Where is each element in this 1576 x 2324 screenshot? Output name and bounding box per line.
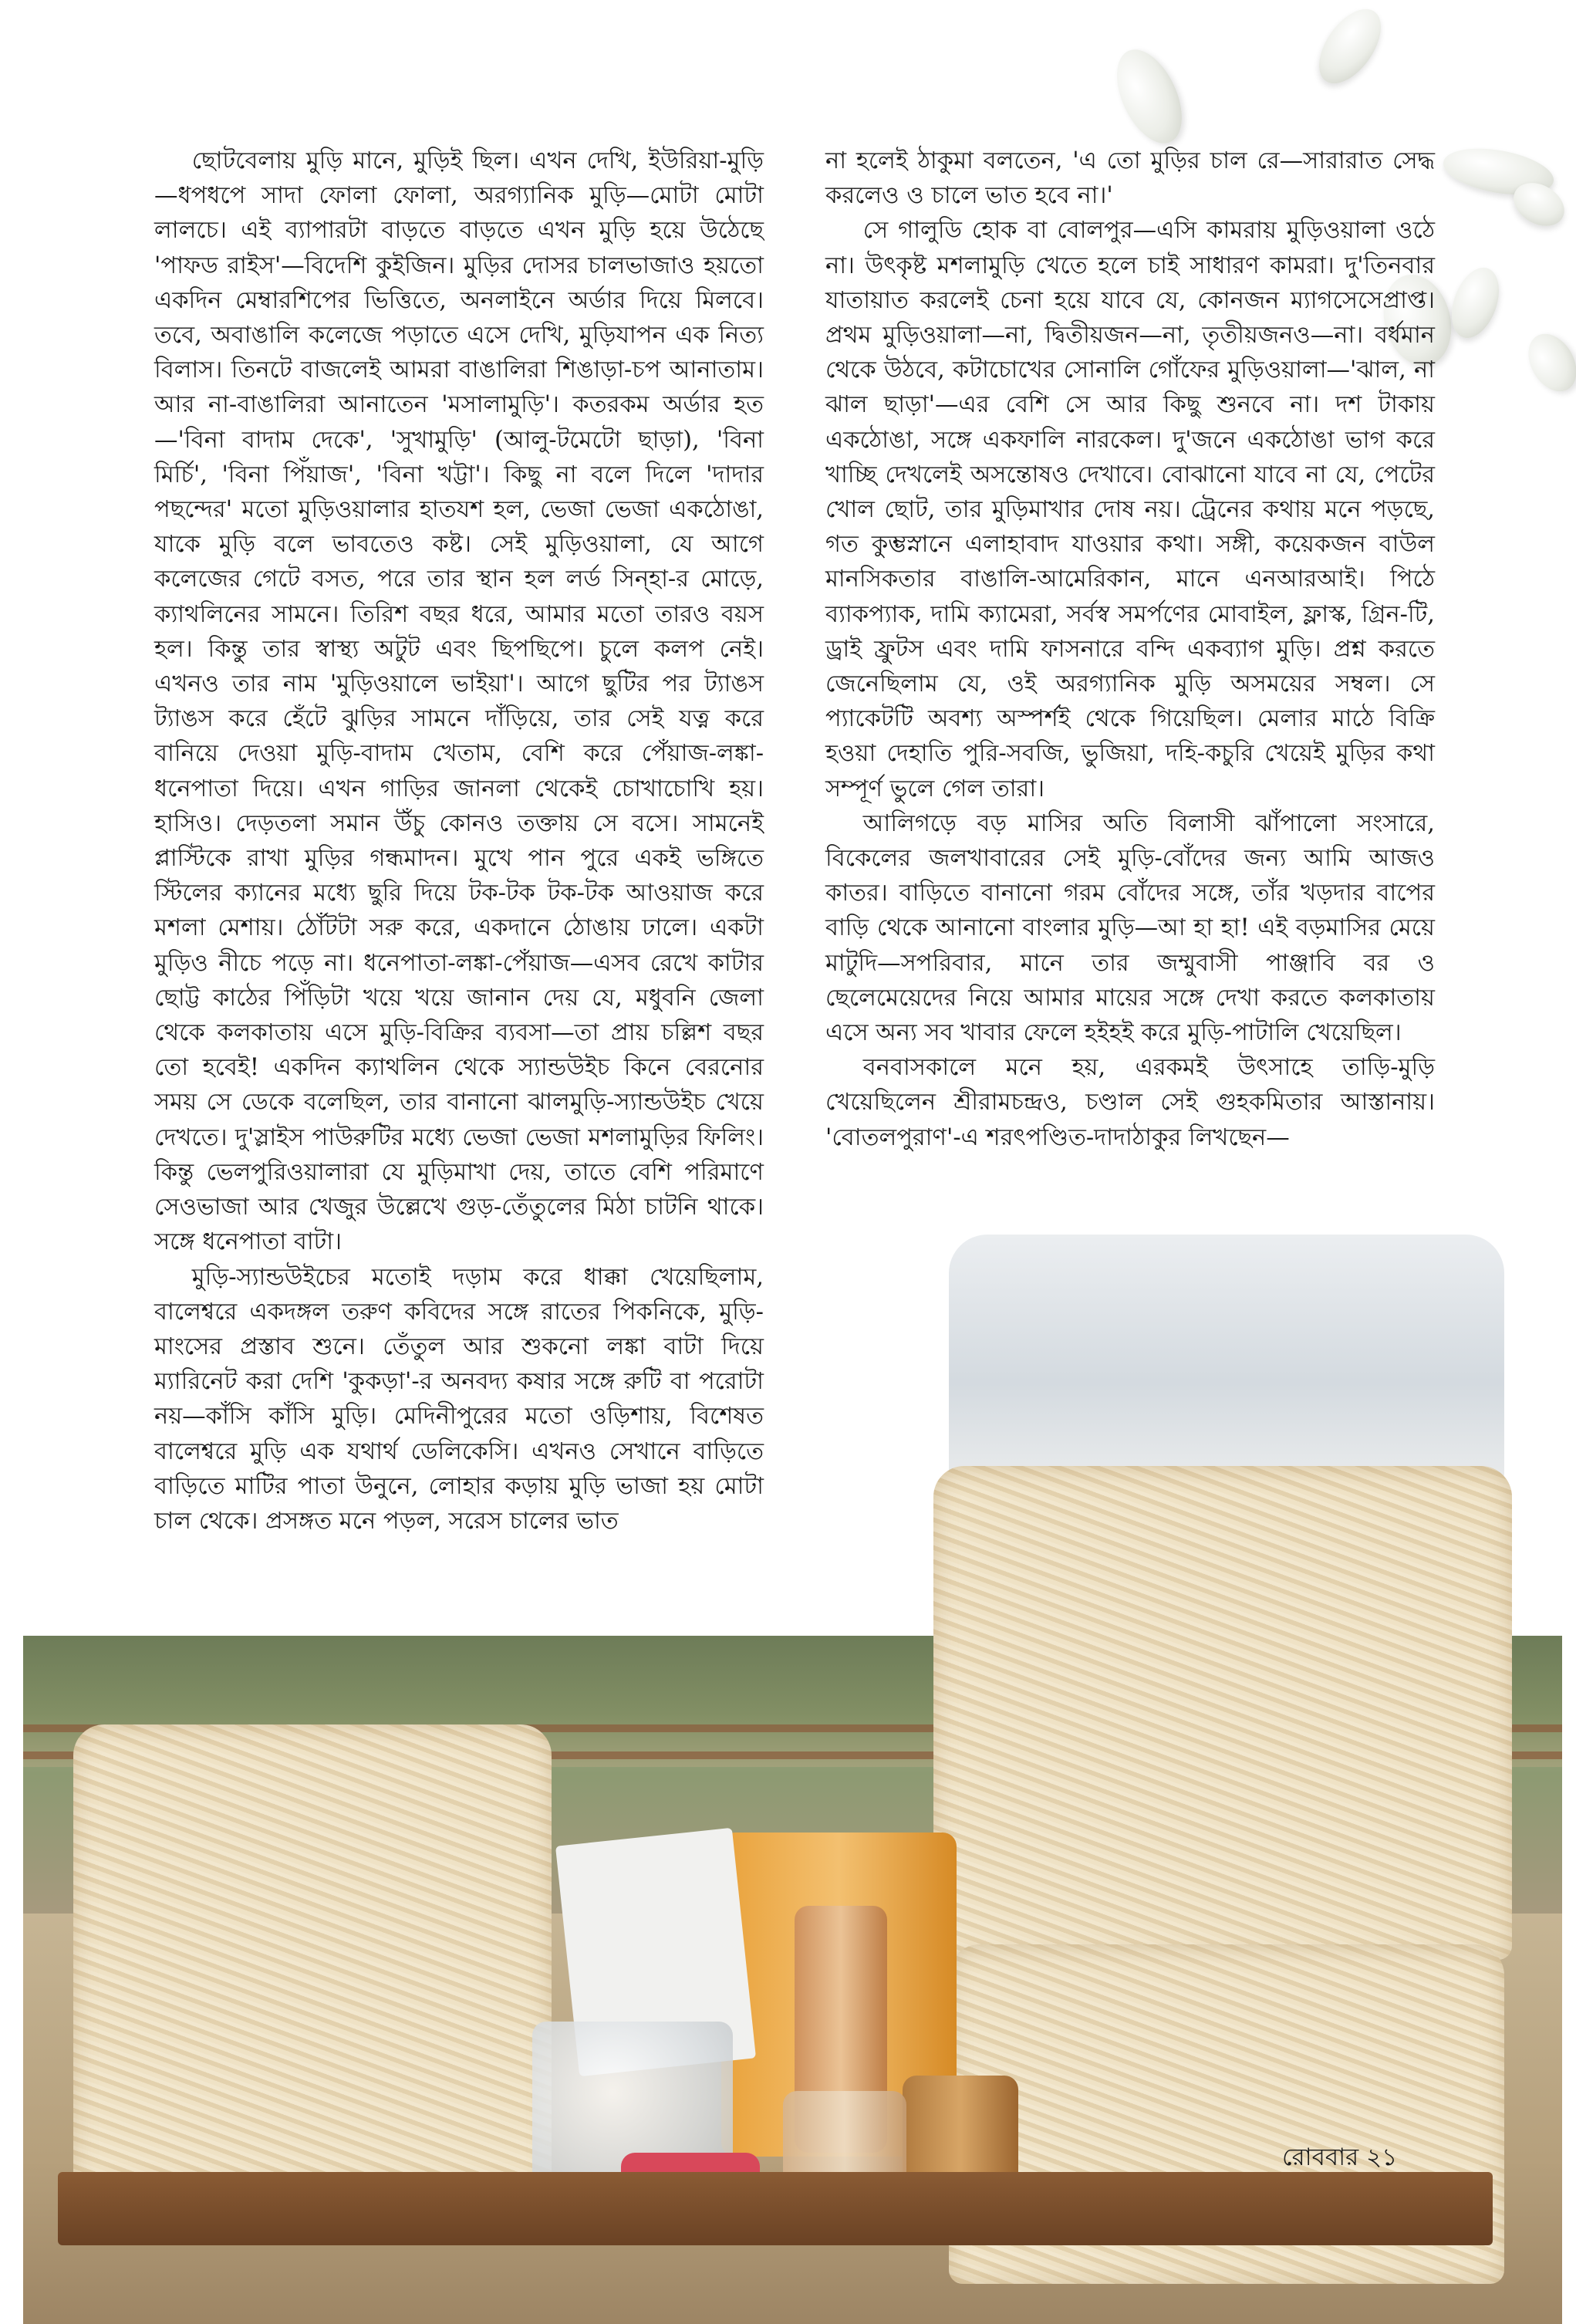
puffed-rice-grain	[1443, 261, 1507, 344]
article-paragraph: না হলেই ঠাকুমা বলতেন, 'এ তো মুড়ির চাল রে—সারারাত সেদ্ধ করলেও ও চালে ভাত হবে না।'	[825, 147, 1435, 210]
article-paragraph: ছোটবেলায় মুড়ি মানে, মুড়িই ছিল। এখন দেখি, ইউরিয়া-মুড়ি—ধপধপে সাদা ফোলা ফোলা, অরগ্যানিক মুড়ি—মোটা মোটা লালচে। এই ব্যাপারটা বাড়তে বাড়তে এখন মুড়ি হয়ে উঠেছে 'পাফড রাইস'—বিদেশি কুইজিন। মুড়ির দোসর চালভাজাও হয়তো একদিন মেম্বারশিপের ভিত্তিতে, অনলাইনে অর্ডার দিয়ে মিলবে। তবে, অবাঙালি কলেজে পড়াতে এসে দেখি, মুড়িযাপন এক নিত্য বিলাস। তিনটে বাজলেই আমরা বাঙালিরা শিঙাড়া-চপ আনাতাম। আর না-বাঙালিরা আনাতেন 'মসালামুড়ি'। কতরকম অর্ডার হত—'বিনা বাদাম দেকে', 'সুখামুড়ি' (আলু-টমেটো ছাড়া), 'বিনা মির্চি', 'বিনা পিঁয়াজ', 'বিনা খট্টা'। কিছু না বলে দিলে 'দাদার পছন্দের' মতো মুড়িওয়ালার হাতযশ হল, ভেজা ভেজা একঠোঙা, যাকে মুড়ি বলে ভাবতেও কষ্ট। সেই মুড়িওয়ালা, যে আগে কলেজের গেটে বসত, পরে তার স্থান হল লর্ড সিন্হা-র মোড়ে, ক্যাথলিনের সামনে। তিরিশ বছর ধরে, আমার মতো তারও বয়স হল। কিন্তু তার স্বাস্থ্য অটুট এবং ছিপছিপে। চুলে কলপ নেই। এখনও তার নাম 'মুড়িওয়ালে ভাইয়া'। আগে ছুটির পর ট্যাঙস ট্যাঙস করে হেঁটে ঝুড়ির সামনে দাঁড়িয়ে, তার সেই যত্ন করে বানিয়ে দেওয়া মুড়ি-বাদাম খেতাম, বেশি করে পেঁয়াজ-লঙ্কা-ধনেপাতা দিয়ে। এখন গাড়ির জানলা থেকেই চোখাচোখি হয়। হাসিও। দেড়তলা সমান উঁচু কোনও তক্তায় সে বসে। সামনেই প্লাস্টিকে রাখা মুড়ির গন্ধমাদন। মুখে পান পুরে একই ভঙ্গিতে স্টিলের ক্যানের মধ্যে ছুরি দিয়ে টক-টক টক-টক আওয়াজ করে মশলা মেশায়। ঠোঁটটা সরু করে, একদানে ঠোঙায় ঢালে। একটা মুড়িও নীচে পড়ে না। ধনেপাতা-লঙ্কা-পেঁয়াজ—এসব রেখে কাটার ছোট্ট কাঠের পিঁড়িটা খয়ে খয়ে জানান দেয় যে, মধুবনি জেলা থেকে কলকাতায় এসে মুড়ি-বিক্রির ব্যবসা—তা প্রায় চল্লিশ বছর তো হবেই! একদিন ক্যাথলিন থেকে স্যান্ডউইচ কিনে বেরনোর সময় সে ডেকে বলেছিল, তার বানানো ঝালমুড়ি-স্যান্ডউইচ খেয়ে দেখতে। দু'স্লাইস পাউরুটির মধ্যে ভেজা ভেজা মশলামুড়ির ফিলিং। কিন্তু ভেলপুরিওয়ালারা যে মুড়িমাখা দেয়, তাতে বেশি পরিমাণে সেওভাজা আর খেজুর উল্লেখে গুড়-তেঁতুলের মিঠা চাটনি থাকে। সঙ্গে ধনেপাতা বাটা।	[154, 147, 764, 1256]
puffed-rice-sack-right-upper	[933, 1466, 1512, 1960]
article-paragraph: আলিগড়ে বড় মাসির অতি বিলাসী ঝাঁপালো সংসারে, বিকেলের জলখাবারের সেই মুড়ি-বোঁদের জন্য আমি আজও কাতর। বাড়িতে বানানো গরম বোঁদের সঙ্গে, তাঁর খড়দার বাপের বাড়ি থেকে আনানো বাংলার মুড়ি—আ হা হা! এই বড়মাসির মেয়ে মাটুদি—সপরিবার, মানে তার জম্মুবাসী পাঞ্জাবি বর ও ছেলেমেয়েদের নিয়ে আমার মায়ের সঙ্গে দেখা করতে কলকাতায় এসে অন্য সব খাবার ফেলে হইহই করে মুড়ি-পাটালি খেয়েছিল।	[825, 809, 1435, 1047]
article-paragraph: বনবাসকালে মনে হয়, এরকমই উৎসাহে তাড়ি-মুড়ি খেয়েছিলেন শ্রীরামচন্দ্রও, চণ্ডাল সেই গুহকমিতার আস্তানায়। 'বোতলপুরাণ'-এ শরৎপণ্ডিত-দাদাঠাকুর লিখছেন—	[825, 1054, 1435, 1151]
puffed-rice-grain	[1104, 39, 1195, 153]
page-footer: রোববার ২১	[1282, 2143, 1398, 2171]
article-paragraph: সে গালুডি হোক বা বোলপুর—এসি কামরায় মুড়িওয়ালা ওঠে না। উৎকৃষ্ট মশলামুড়ি খেতে হলে চাই সাধারণ কামরা। দু'তিনবার যাতায়াত করলেই চেনা হয়ে যাবে যে, কোনজন ম্যাগসেসেপ্রাপ্ত। প্রথম মুড়িওয়ালা—না, দ্বিতীয়জন—না, তৃতীয়জনও—না। বর্ধমান থেকে উঠবে, কটাচোখের সোনালি গোঁফের মুড়িওয়ালা—'ঝাল, না ঝাল ছাড়া'—এর বেশি সে আর কিছু শুনবে না। দশ টাকায় একঠোঙা, সঙ্গে একফালি নারকেল। দু'জনে একঠোঙা ভাগ করে খাচ্ছি দেখলেই অসন্তোষও দেখাবে। বোঝানো যাবে না যে, পেটের খোল ছোট, তার মুড়িমাখার দোষ নয়। ট্রেনের কথায় মনে পড়ছে, গত কুম্ভস্নানে এলাহাবাদ যাওয়ার কথা। সঙ্গী, কয়েকজন বাউল মানসিকতার বাঙালি-আমেরিকান, মানে এনআরআই। পিঠে ব্যাকপ্যাক, দামি ক্যামেরা, সর্বস্ব সমর্পণের মোবাইল, ফ্লাস্ক, গ্রিন-টি, ড্রাই ফ্রুটস এবং দামি ফাসনারে বন্দি একব্যাগ মুড়ি। প্রশ্ন করতে জেনেছিলাম যে, ওই অরগ্যানিক মুড়ি অসময়ের সম্বল। সে প্যাকেটটি অবশ্য অস্পর্শই থেকে গিয়েছিল। মেলার মাঠে বিক্রি হওয়া দেহাতি পুরি-সবজি, ভুজিয়া, দহি-কচুরি খেয়েই মুড়ির কথা সম্পূর্ণ ভুলে গেল তারা।	[825, 217, 1435, 802]
plastic-cover-top	[949, 1235, 1504, 1481]
wooden-cart-board	[58, 2172, 1493, 2245]
article-left-column	[154, 144, 764, 1539]
article-right-column	[825, 144, 1435, 1155]
puffed-rice-grain	[1519, 326, 1576, 400]
puffed-rice-grain	[1307, 0, 1393, 94]
puffed-rice-sack-left	[73, 1724, 552, 2187]
article-paragraph: মুড়ি-স্যান্ডউইচের মতোই দড়াম করে ধাক্কা খেয়েছিলাম, বালেশ্বরে একদঙ্গল তরুণ কবিদের সঙ্গে রাতের পিকনিকে, মুড়ি-মাংসের প্রস্তাব শুনে। তেঁতুল আর শুকনো লঙ্কা বাটা দিয়ে ম্যারিনেট করা দেশি 'কুকড়া'-র অনবদ্য কষার সঙ্গে রুটি বা পরোটা নয়—কাঁসি কাঁসি মুড়ি। মেদিনীপুরের মতো ওড়িশায়, বিশেষত বালেশ্বরে মুড়ি এক যথার্থ ডেলিকেসি। এখনও সেখানে বাড়িতে বাড়িতে মাটির পাতা উনুনে, লোহার কড়ায় মুড়ি ভাজা হয় মোটা চাল থেকে। প্রসঙ্গত মনে পড়ল, সরেস চালের ভাত	[154, 1263, 764, 1535]
